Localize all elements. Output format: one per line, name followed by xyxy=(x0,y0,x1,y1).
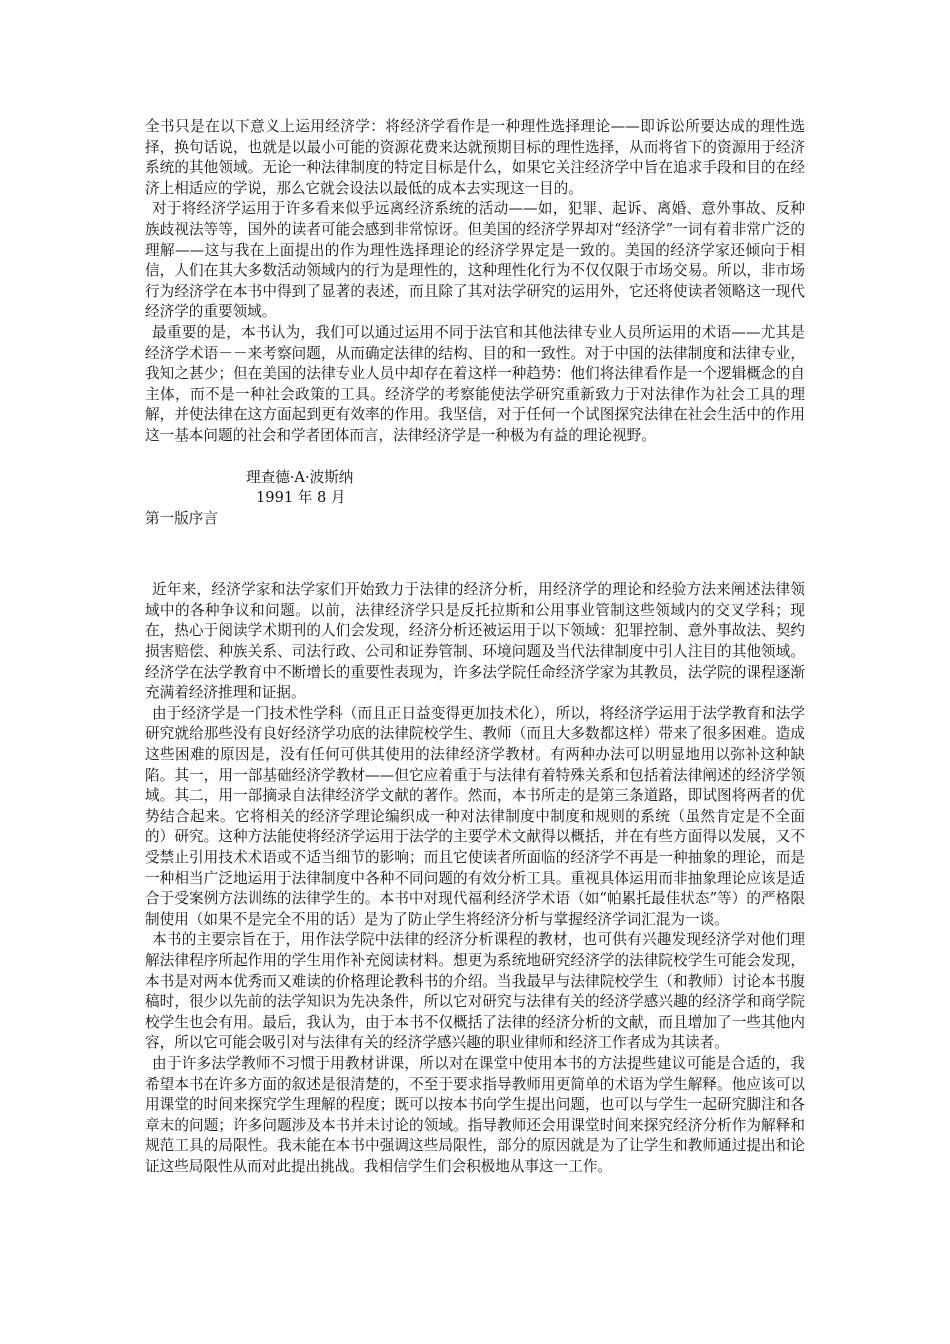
body-paragraph: 最重要的是，本书认为，我们可以通过运用不同于法官和其他法律专业人员所运用的术语——尤其是经济学术语－－来考察问题，从而确定法律的结构、目的和一致性。对于中国的法律制度和法律专业，我知之甚少；但在美国的法律专业人员中却存在着这样一种趋势：他们将法律看作是一个逻辑概念的自主体，而不是一种社会政策的工具。经济学的考察能使法学研究重新致力于对法律作为社会工具的理解，并使法律在这方面起到更有效率的作用。我坚信，对于任何一个试图探究法律在社会生活中的作用这一基本问题的社会和学者团体而言，法律经济学是一种极为有益的理论视野。 xyxy=(145,323,805,444)
document-page xyxy=(145,117,805,1178)
body-paragraph: 近年来，经济学家和法学家们开始致力于法律的经济分析，用经济学的理论和经验方法来阐述法律领域中的各种争议和问题。以前，法律经济学只是反托拉斯和公用事业管制这些领域内的交叉学科；现在，热心于阅读学术期刊的人们会发现，经济分析还被运用于以下领域：犯罪控制、意外事故法、契约损害赔偿、种族关系、司法行政、公司和证券管制、环境问题及当代法律制度中引人注目的其他领域。经济学在法学教育中不断增长的重要性表现为，许多法学院任命经济学家为其教员，法学院的课程逐渐充满着经济推理和证据。 xyxy=(145,581,805,702)
body-paragraph: 对于将经济学运用于许多看来似乎远离经济系统的活动——如，犯罪、起诉、离婚、意外事故、反种族歧视法等等，国外的读者可能会感到非常惊讶。但美国的经济学界却对“经济学”一词有着非常广泛的理解——这与我在上面提出的作为理性选择理论的经济学界定是一致的。美国的经济学家还倾向于相信，人们在其大多数活动领域内的行为是理性的，这种理性化行为不仅仅限于市场交易。所以，非市场行为经济学在本书中得到了显著的表述，而且除了其对法学研究的运用外，它还将使读者领略这一现代经济学的重要领域。 xyxy=(145,200,805,321)
body-paragraph: 全书只是在以下意义上运用经济学：将经济学看作是一种理性选择理论——即诉讼所要达成的理性选择，换句话说，也就是以最小可能的资源花费来达就预期目标的理性选择，从而将省下的资源用于经济系统的其他领域。无论一种法律制度的特定目标是什么，如果它关注经济学中旨在追求手段和目的在经济上相适应的学说，那么它就会设法以最低的成本去实现这一目的。 xyxy=(145,118,805,197)
signature-date: 1991 年 8 月 xyxy=(256,489,346,507)
body-paragraph: 由于经济学是一门技术性学科（而且正日益变得更加技术化），所以，将经济学运用于法学教育和法学研究就给那些没有良好经济学功底的法律院校学生、教师（而且大多数都这样）带来了很多困难。造成这些困难的原因是，没有任何可供其使用的法律经济学教材。有两种办法可以明显地用以弥补这种缺陷。其一，用一部基础经济学教材——但它应着重于与法律有着特殊关系和包括着法律阐述的经济学领域。其二，用一部摘录自法律经济学文献的著作。然而，本书所走的是第三条道路，即试图将两者的优势结合起来。它将相关的经济学理论编织成一种对法律制度中制度和规则的系统（虽然肯定是不全面的）研究。这种方法能使将经济学运用于法学的主要学术文献得以概括，并在有些方面得以发展，又不受禁止引用技术术语或不适当细节的影响；而且它使读者所面临的经济学不再是一种抽象的理论，而是一种相当广泛地运用于法律制度中各种不同问题的有效分析工具。重视具体运用而非抽象理论应该是适合于受案例方法训练的法律学生的。本书中对现代福利经济学术语（如“帕累托最佳状态”等）的严格限制使用（如果不是完全不用的话）是为了防止学生将经济分析与掌握经济学词汇混为一谈。 xyxy=(145,704,805,928)
section-spacer xyxy=(145,529,805,580)
section-heading: 第一版序言 xyxy=(145,509,218,527)
signature-block xyxy=(145,468,805,509)
body-paragraph: 由于许多法学教师不习惯于用教材讲课，所以对在课堂中使用本书的方法提些建议可能是合适的，我希望本书在许多方面的叙述是很清楚的，不至于要求指导教师用更简单的术语为学生解释。他应该可以用课堂的时间来探究学生理解的程度；既可以按本书向学生提出问题，也可以与学生一起研究脚注和各章末的问题；许多问题涉及本书并未讨论的领域。指导教师还会用课堂时间来探究经济分析作为解释和规范工具的局限性。我未能在本书中强调这些局限性，部分的原因就是为了让学生和教师通过提出和论证这些局限性从而对此提出挑战。我相信学生们会积极地从事这一工作。 xyxy=(145,1054,805,1175)
signature-author: 理查德·A·波斯纳 xyxy=(246,468,354,486)
body-paragraph: 本书的主要宗旨在于，用作法学院中法律的经济分析课程的教材，也可供有兴趣发现经济学对他们理解法律程序所起作用的学生用作补充阅读材料。想更为系统地研究经济学的法律院校学生可能会发现，本书是对两本优秀而又难读的价格理论教科书的介绍。当我最早与法律院校学生（和教师）讨论本书腹稿时，很少以先前的法学知识为先决条件，所以它对研究与法律有关的经济学感兴趣的经济学和商学院校学生也会有用。最后，我认为，由于本书不仅概括了法律的经济分析的文献，而且增加了一些其他内容，所以它可能会吸引对与法律有关的经济学感兴趣的职业律师和经济工作者成为其读者。 xyxy=(145,931,805,1052)
